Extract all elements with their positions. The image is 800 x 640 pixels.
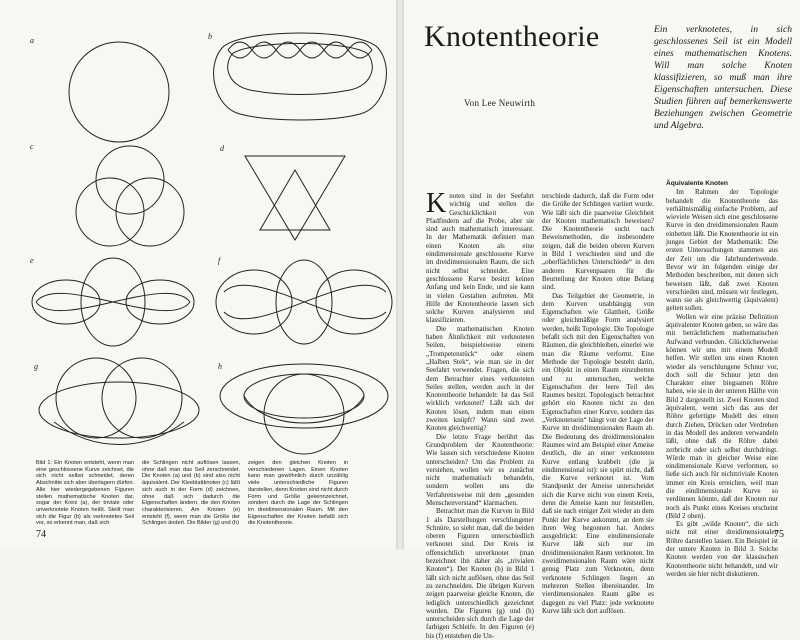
article-intro: Ein verknotetes, in sich geschlossenes Seil ist ein Modell eines mathematischen Knotens. Will man solche Knoten klassifizieren, so muß man ihre Eigenschaften untersuchen. Diese Studien führen auf bemerkenswerte Beziehungen zwischen Geometrie und Algebra. xyxy=(654,24,792,131)
caption-text-2: die Schlingen nicht auflösen lassen, ohne daß man das Seil zerschneidet. Die Knoten (a) und (b) sind also nicht äquivalent. Der Kleeblattknoten (c) läßt sich auch in der Form (d) zeichnen, ohne daß sich dadurch die Eigenschaften ändern, die den Knoten charakterisieren. Am Knoten (e) entsteht (f), wenn man die Größe der Schlingen ändert. Die Bilder (g) und (h) xyxy=(142,460,240,527)
figure-b-twisted-knot xyxy=(210,28,390,128)
figure-label-b: b xyxy=(208,32,212,41)
figure-d-triangle-trefoil xyxy=(240,148,350,258)
figure-label-g: g xyxy=(34,362,38,371)
page-number-left: 74 xyxy=(36,529,46,540)
figure-label-c: c xyxy=(30,142,34,151)
book-gutter xyxy=(396,0,404,550)
paragraph-6: Das Teilgebiet der Geometrie, in dem Kurven unabhängig von Eigenschaften wie Glattheit, Größe oder gleichmäßige Form analysiert werden, heißt Topologie. Die Topologie befaßt sich mit den Eigenschaften von Räumen, die gleichbleiben, einerlei wie man die Räume verformt. Eine Methode der Topologie besteht darin, ein Objekt in einen Raum einzubetten und zu untersuchen, welche Eigenschaften der leere Teil des Raumes besitzt. Topologisch betrachtet gehört ein Knoten nicht zu den Eigenschaften einer Kurve, sondern das „Verknotetsein“ hängt von der Lage der Kurve im dreidimensionalen Raum ab. Die Bedeutung des dreidimensionalen Raumes wird am Beispiel einer Ameise deutlich, die an einer verknoteten Kurve entlang krabbelt (die ja eindimensional ist): sie spürt nicht, daß die Kurve verknotet ist. Vom Standpunkt der Ameise unterscheidet sich die Kurve nicht von einem Kreis, denn die Ameise kann nur feststellen, daß sie nach einiger Zeit wieder an dem Punkt der Kurve ankommt, an dem sie ihren Weg begonnen hat. Anders ausgedrückt: Eine eindimensionale Kurve läßt sich nur im dreidimensionalen Raum verknoten. Im zweidimensionalen Raum wäre nicht genug Platz zum Verknoten, denn verknotete Schlingen liegen an mehreren Stellen übereinander. Im vierdimensionalen Raum gäbe es dagegen zu viel Platz: jede verknotete Kurve läßt sich dort auflösen. xyxy=(542,291,654,615)
drop-cap: K xyxy=(426,188,447,219)
paragraph-8: Wollen wir eine präzise Definition äquivalenter Knoten geben, so wäre das mit beträchtlichem mathematischen Aufwand verbunden. Glücklicherweise können wir uns mit einem Modell helfen. Wir stellen uns einen Knoten wieder als verschlungene Schnur vor, doch soll die Schnur jetzt den Charakter einer biegsamen Röhre haben, wie sie in der unteren Hälfte von Bild 2 dargestellt ist. Zwei Knoten sind äquivalent, wenn sich das aus der Röhre gefertigte Modell des einen durch Ziehen, Drücken oder Verdrehen in das Modell des anderen verwandeln läßt, ohne daß die Röhre dabei zerbricht oder sich selbst durchdringt. Würde man in gleicher Weise eine eindimensionale Kurve verformen, so ließe sich auch für nichttriviale Knoten immer ein Kreis erreichen, weil man die eindimensionale Kurve so verdünnen könnte, daß der Knoten nur noch als Punkt eines Kreises erscheint (Bild 2 oben). xyxy=(666,312,778,520)
article-author: Von Lee Neuwirth xyxy=(464,98,536,108)
figure-label-e: e xyxy=(30,256,34,265)
paragraph-9: Es gibt „wilde Knoten“, die sich nicht mit einer dreidimensionalen Röhre darstellen lassen. Ein Beispiel ist der untere Knoten in Bild 3. Solche Knoten werden von der klassischen Knotentheorie nicht behandelt, und wir werden sie hier nicht diskutieren. xyxy=(666,520,778,578)
figure-label-h: h xyxy=(218,362,222,371)
left-page xyxy=(0,0,396,550)
text-column-2 xyxy=(542,192,654,615)
article-title: Knotentheorie xyxy=(424,20,600,53)
figure-h-knot xyxy=(214,352,394,457)
text-column-3 xyxy=(666,180,778,578)
figure-caption-col-2 xyxy=(142,460,240,527)
figure-caption-col-1 xyxy=(36,460,134,527)
caption-text-3: zeigen den gleichen Knoten in verschiedenen Lagen. Einen Knoten kann man gewöhnlich durch unzählig viele unterschiedliche Figuren darstellen, denn Knoten sind nicht durch Form und Größe gekennzeichnet, sondern durch die Lage der Schlingen im dreidimensionalen Raum. Mit den Eigenschaften der Knoten befaßt sich die Knotentheorie. xyxy=(248,460,348,527)
figure-label-a: a xyxy=(30,36,34,45)
paragraph-7: Im Rahmen der Topologie behandelt die Knotentheorie das verhältnismäßig einfache Problem, auf wieviele Weisen sich eine geschlossene Kurve in den dreidimensionalen Raum einbetten läßt. Die Knotentheorie ist ein junges Gebiet der Mathematik: Die ersten Untersuchungen stammen aus der Zeit um die Jahrhundertwende. Bevor wir im folgenden einige der Methoden beschreiben, mit denen sich beweisen läßt, daß zwei Knoten verschieden sind, müssen wir festlegen, wann sie als gleichwertig (äquivalent) gelten sollen. xyxy=(666,188,778,313)
paragraph-2: Die mathematischen Knoten haben Ähnlichkeit mit verknoteten Seilen, beispielsweise einem „Trompetenstück“ oder einem „Halben Stek“, wie man sie in der Seefahrt verwendet. Fragen, die sich dem Betrachter eines verknoteten Seiles stellen, werden auch in der Knotentheorie behandelt: Ist das Seil wirklich verknotet? Läßt sich der Knoten lösen, indem man einen zweiten knüpft? Wann sind zwei Knoten gleichwertig? xyxy=(426,324,534,433)
figure-label-f: f xyxy=(218,256,221,265)
figure-g-knot xyxy=(34,352,204,457)
figure-a-circle-knot xyxy=(34,36,204,146)
paragraph-1-text: noten sind in der Seefahrt wichtig und stellen die Geschicklichkeit von Pfadfindern auf die Probe, aber sie sind auch mathematisch interessant. In der Mathematik definiert man einen Knoten als eine eindimensionale geschlossene Kurve im dreidimensionalen Raum, die sich nicht selbst schneidet. Eine geschlossene Kurve besitzt keinen Anfang und kein Ende, und sie kann in vielen Gestalten auftreten. Mit Hilfe der Knotentheorie lassen sich solche Kurven analysieren und klassifizieren. xyxy=(426,192,534,325)
right-page xyxy=(404,0,800,640)
figure-e-knot xyxy=(28,252,198,352)
paragraph-1 xyxy=(426,188,534,325)
paragraph-5: terschiede dadurch, daß die Form oder die Größe der Schlingen variiert wurde. Wie läßt sich die paarweise Gleichheit der Knoten mathematisch beweisen? Die Knotentheorie sucht nach Beweismethoden, die insbesondere zeigen, daß die beiden oberen Kurven in Bild 1 verschieden sind und die „oberflächlichen Unterschiede“ in den anderen Kurvenpaaren für die Beurteilung der Knoten ohne Belang sind. xyxy=(542,192,654,292)
section-heading: Äquivalente Knoten xyxy=(666,180,728,187)
caption-text-1: Bild 1: Ein Knoten entsteht, wenn man eine geschlossene Kurve zeichnet, die sich nicht selbst schneidet, deren Abschnitte sich aber überlagern dürfen. Alle hier wiedergegebenen Figuren stellen mathematische Knoten dar, sogar der Kreis (a), der triviale oder unverknotete Knoten heißt. Stellt man sich die Figur (b) als verknotetes Seil vor, so erkennt man, daß sich xyxy=(36,460,134,527)
paragraph-4: Betrachtet man die Kurven in Bild 1 als Darstellungen verschlungener Schnüre, so sieht man, daß die beiden oberen Figuren unterschiedlich verknotet sind. Der Kreis ist offensichtlich unverknotet (man bezeichnet ihn daher als „trivialen Knoten“). Der Knoten (b) in Bild 1 läßt sich nicht auflösen, ohne das Seil zu zerschneiden. Die übrigen Kurven zeigen paarweise gleiche Knoten, die lediglich unterschiedlich gezeichnet wurden. Die Figuren (g) und (h) unterscheiden sich durch die Lage der farbigen Schleife. In den Figuren (e) bis (f) entstehen die Un- xyxy=(426,507,534,640)
paragraph-3: Die letzte Frage berührt das Grundproblem der Knotentheorie: Wie lassen sich verschiedene Knoten unterscheiden? Um das Problem zu verstehen, wollen wir es zunächst nicht mathematisch behandeln, sondern wollen uns die Verfahrensweise mit dem „gesunden Menschenverstand“ klarmachen. xyxy=(426,432,534,507)
figure-label-d: d xyxy=(220,144,224,153)
figure-caption-col-3 xyxy=(248,460,348,527)
figure-f-knot xyxy=(214,252,394,352)
text-column-1 xyxy=(426,188,534,640)
page-number-right: 75 xyxy=(774,529,784,540)
figure-c-trefoil-knot xyxy=(70,138,190,258)
